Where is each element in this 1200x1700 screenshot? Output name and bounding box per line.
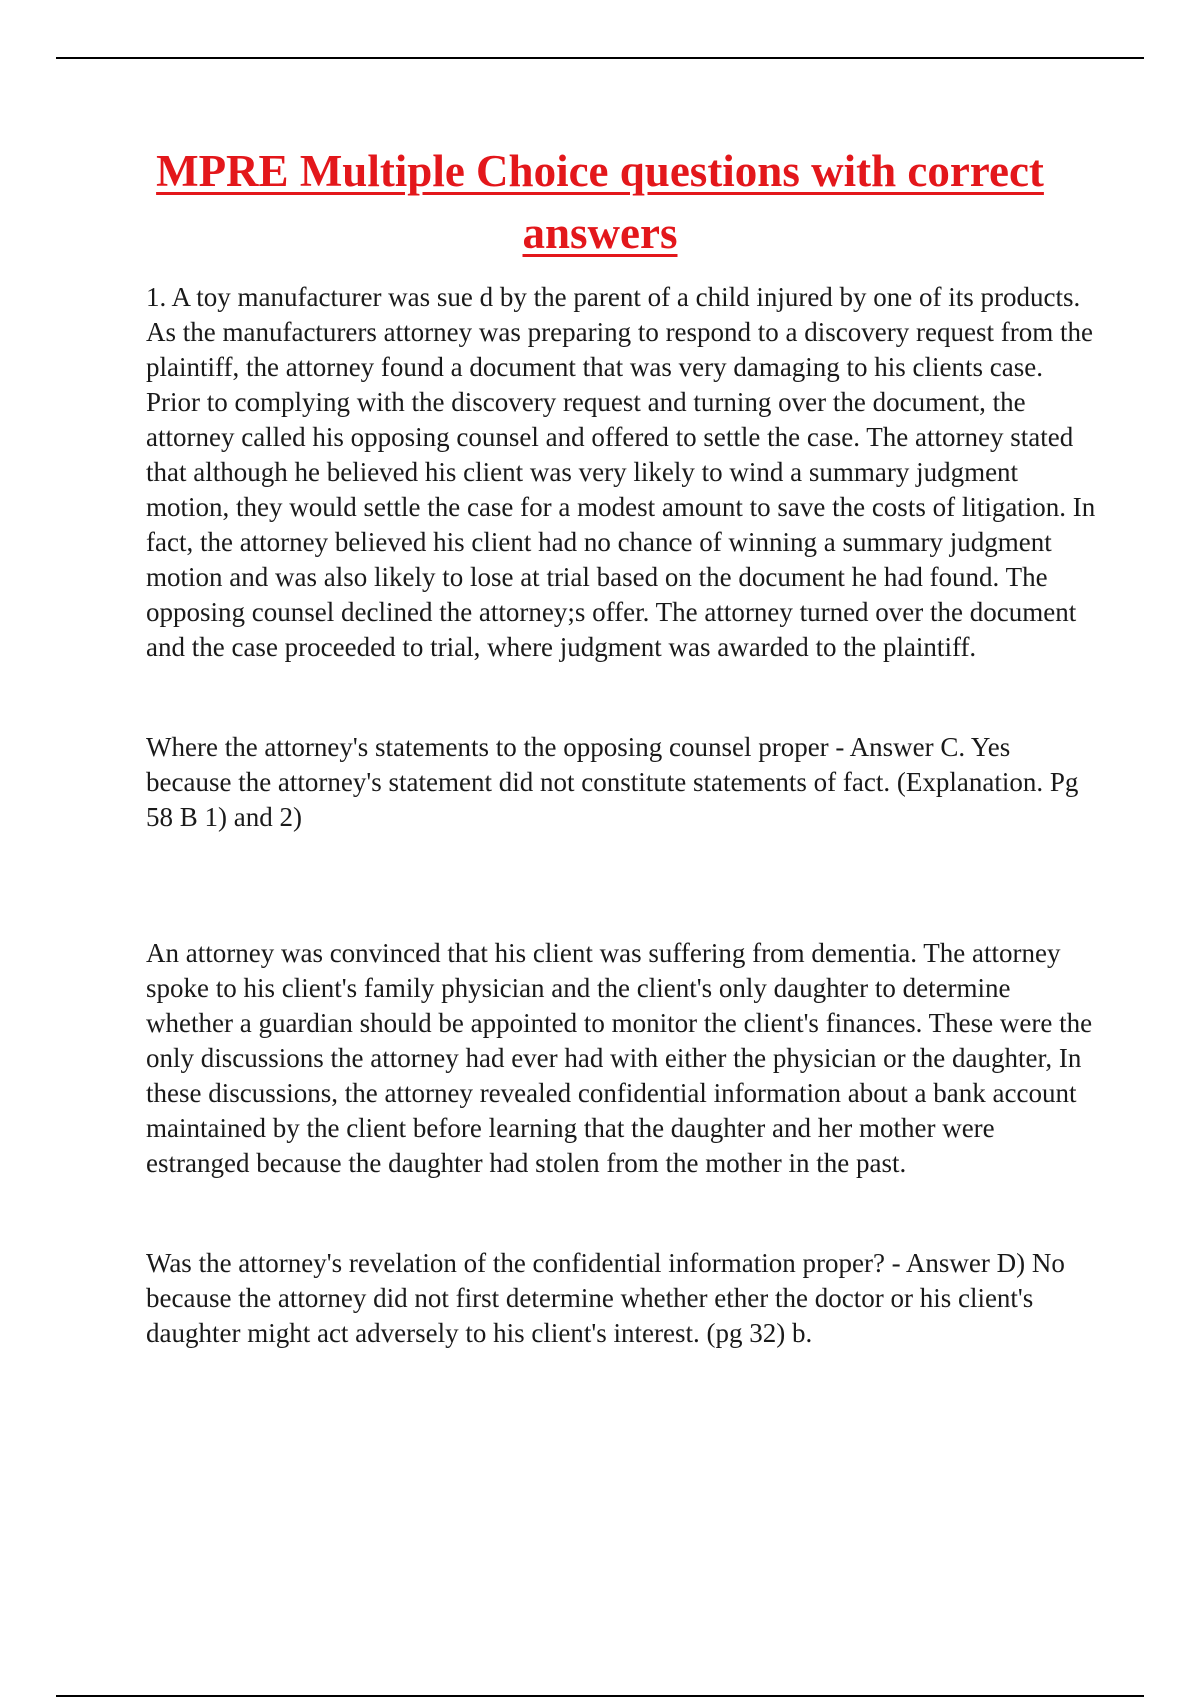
answer-1-paragraph: Where the attorney's statements to the opposing counsel proper - Answer C. Yes because the attorney's statement did not constitute statements of fact. (Explanation. Pg 58 B 1) and 2) (146, 732, 1079, 832)
question-2-paragraph: An attorney was convinced that his client was suffering from dementia. The attorney spoke to his client's family physician and the client's only daughter to determine whether a guardian should be appointed to monitor the client's finances. These were the only discussions the attorney had ever had with either the physician or the daughter, In these discussions, the attorney revealed confidential information about a bank account maintained by the client before learning that the daughter and her mother were estranged because the daughter had stolen from the mother in the past. (146, 938, 1093, 1178)
answer-2-paragraph: Was the attorney's revelation of the confidential information proper? - Answer D) No because the attorney did not first determine whether ether the doctor or his client's daughter might act adversely to his client's interest. (pg 32) b. (146, 1248, 1065, 1348)
bottom-rule (56, 1695, 1144, 1697)
question-1-paragraph: 1. A toy manufacturer was sue d by the parent of a child injured by one of its products. As the manufacturers attorney was preparing to respond to a discovery request from the plaintiff, the attorney found a document that was very damaging to his clients case. Prior to complying with the discovery request and turning over the document, the attorney called his opposing counsel and offered to settle the case. The attorney stated that although he believed his client was very likely to wind a summary judgment motion, they would settle the case for a modest amount to save the costs of litigation. In fact, the attorney believed his client had no chance of winning a summary judgment motion and was also likely to lose at trial based on the document he had found. The opposing counsel declined the attorney;s offer. The attorney turned over the document and the case proceeded to trial, where judgment was awarded to the plaintiff. (146, 282, 1096, 662)
top-rule (56, 57, 1144, 59)
document-body (146, 280, 1096, 1351)
document-title: MPRE Multiple Choice questions with correct answers (156, 146, 1044, 258)
